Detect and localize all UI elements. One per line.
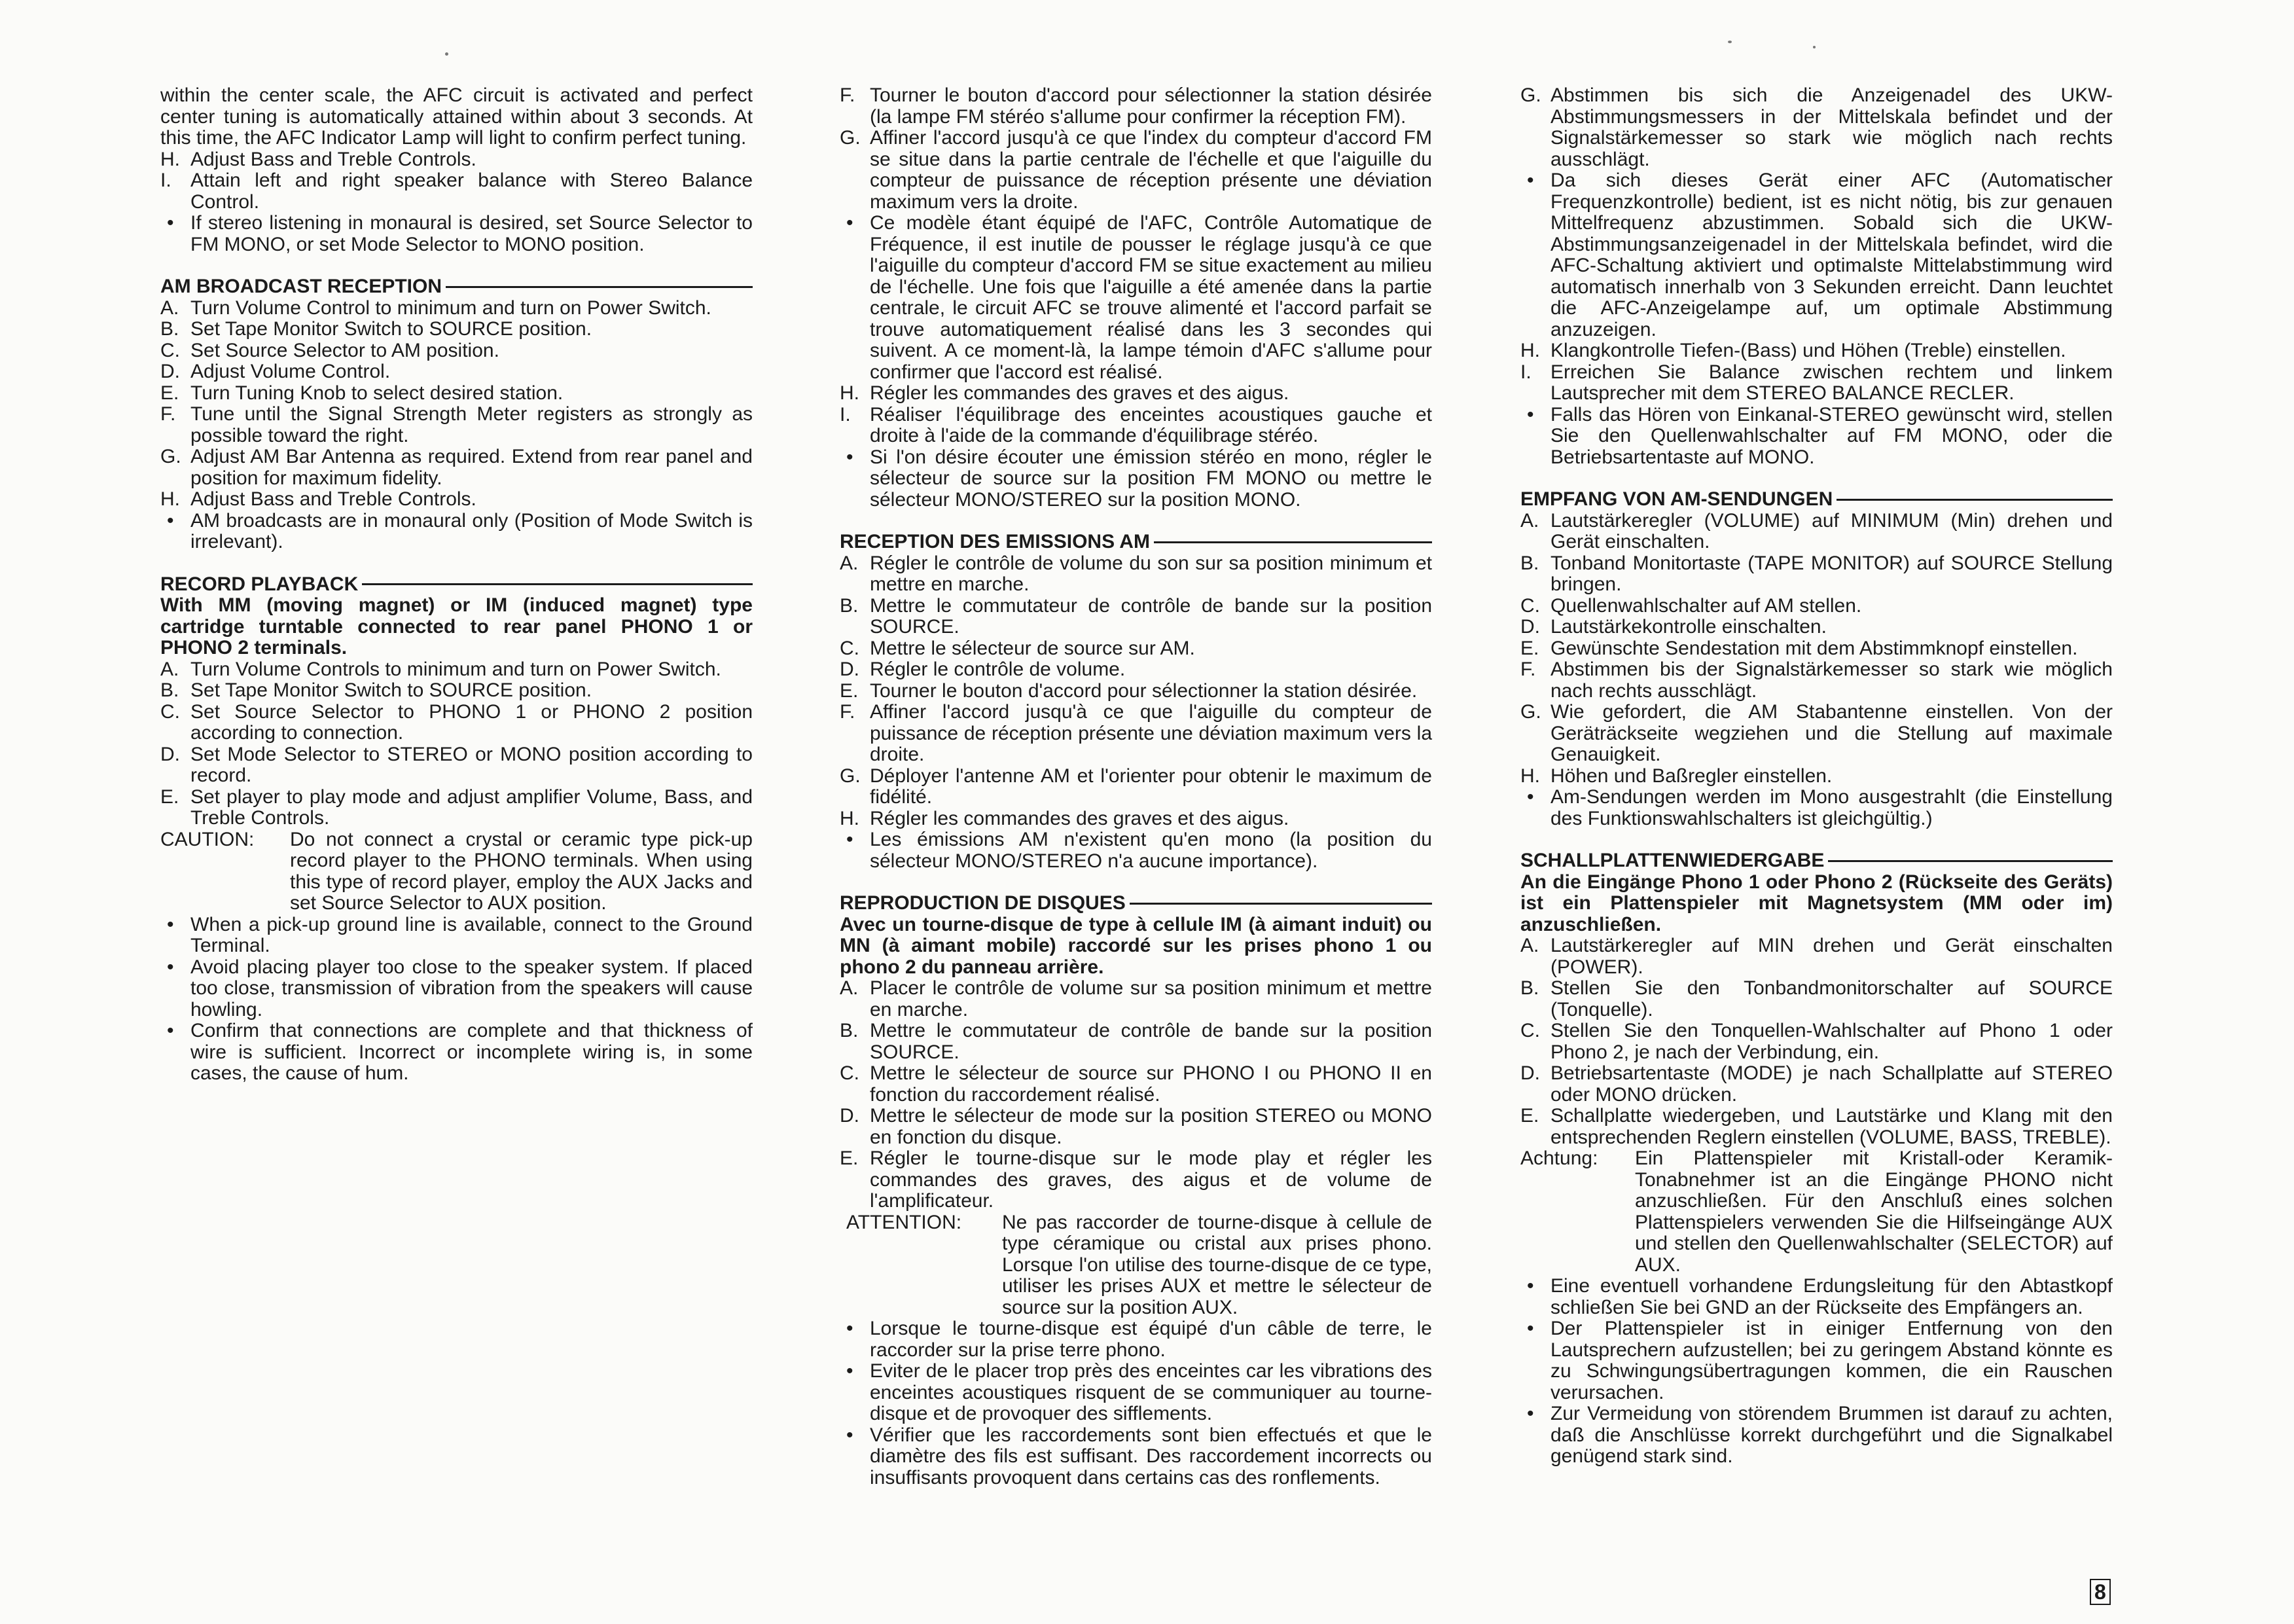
item-label: D. [840, 659, 859, 680]
caution-note [840, 1212, 1432, 1319]
bullet-mark: • [846, 1360, 853, 1382]
item-text: Wie gefordert, die AM Stabantenne einstellen. Von der Geräträckseite wegziehen und die Stellung auf maximale Genauigkeit. [1550, 701, 2113, 765]
item-label: H. [1520, 340, 1540, 361]
item-text: Tune until the Signal Strength Meter registers as strongly as possible toward the right. [190, 403, 753, 446]
section-heading [840, 532, 1432, 553]
caution-label: CAUTION: [160, 828, 255, 850]
list-item [1520, 617, 2113, 638]
item-label: C. [840, 1062, 859, 1084]
item-text: Schallplatte wiedergeben, und Lautstärke und Klang mit den entsprechenden Reglern einstellen (VOLUME, BASS, TREBLE). [1550, 1105, 2113, 1148]
bullet-mark: • [846, 212, 853, 234]
item-text: Abstimmen bis sich die Anzeigenadel des UKW-Abstimmungsmessers in der Mittelskala befindet und der Signalstärkemesser so stark wie möglich nach rechts ausschlägt. [1550, 84, 2113, 170]
item-label: B. [160, 679, 179, 701]
list-item [1520, 362, 2113, 405]
item-text: Déployer l'antenne AM et l'orienter pour obtenir le maximum de fidélité. [870, 765, 1432, 808]
item-text: Régler les commandes des graves et des aigus. [870, 382, 1289, 404]
item-text: Lorsque le tourne-disque est équipé d'un câble de terre, le raccorder sur la prise terre phono. [870, 1318, 1432, 1361]
item-label: D. [1520, 1062, 1540, 1084]
list-item [840, 681, 1432, 702]
heading-rule [362, 583, 753, 585]
list-item [840, 659, 1432, 681]
item-label: G. [160, 446, 181, 467]
bullet-mark: • [167, 1020, 174, 1041]
section-heading-text: REPRODUCTION DE DISQUES [840, 892, 1126, 914]
item-label: G. [1520, 84, 1541, 106]
bullet-item [840, 1361, 1432, 1425]
section-heading [840, 893, 1432, 914]
bullet-item [840, 1425, 1432, 1489]
item-label: B. [160, 318, 179, 340]
item-text: Mettre le sélecteur de source sur PHONO I ou PHONO II en fonction du raccordement réalisé. [870, 1062, 1432, 1106]
list-item [160, 361, 753, 383]
item-text: Gewünschte Sendestation mit dem Abstimmknopf einstellen. [1550, 637, 2078, 659]
item-label: I. [160, 170, 171, 191]
item-label: H. [840, 807, 859, 829]
item-label: C. [840, 637, 859, 659]
item-text: Adjust Bass and Treble Controls. [190, 488, 476, 510]
item-text: Affiner l'accord jusqu'à ce que l'index du compteur d'accord FM se situe dans la partie centrale de l'échelle et que l'aiguille du compteur de puissance de réception présente une déviation maximum vers la droite. [870, 127, 1432, 213]
item-text: Höhen und Baßregler einstellen. [1550, 765, 1833, 787]
item-label: I. [1520, 361, 1532, 383]
bullet-mark: • [1527, 170, 1534, 191]
section-heading-text: AM BROADCAST RECEPTION [160, 276, 442, 297]
item-label: B. [840, 1020, 859, 1041]
caution-label: ATTENTION: [846, 1211, 962, 1233]
bullet-item [160, 213, 753, 255]
bullet-mark: • [167, 212, 174, 234]
item-label: E. [160, 785, 179, 808]
list-item [1520, 702, 2113, 766]
bullet-mark: • [1527, 1275, 1534, 1297]
list-item [840, 978, 1432, 1020]
item-label: C. [160, 339, 180, 361]
item-text: Adjust Volume Control. [190, 361, 391, 382]
item-text: If stereo listening in monaural is desired, set Source Selector to FM MONO, or set Mode Selector to MONO position. [190, 212, 753, 255]
item-label: C. [1520, 1020, 1540, 1041]
list-item [160, 383, 753, 405]
bullet-mark: • [167, 956, 174, 978]
section-heading-text: EMPFANG VON AM-SENDUNGEN [1520, 488, 1833, 510]
item-text: Régler le contrôle de volume. [870, 659, 1126, 680]
item-text: Turn Volume Controls to minimum and turn on Power Switch. [190, 658, 721, 680]
bullet-mark: • [846, 1424, 853, 1446]
list-item [840, 383, 1432, 405]
section-intro: Avec un tourne-disque de type à cellule IM (à aimant induit) ou MN (à aimant mobile) raccordé sur les prises phono 1 ou phono 2 du panneau arrière. [840, 913, 1432, 978]
section-intro: With MM (moving magnet) or IM (induced magnet) type cartridge turntable connected to rear panel PHONO 1 or PHONO 2 terminals. [160, 594, 753, 659]
bullet-mark: • [1527, 1318, 1534, 1339]
list-item [840, 128, 1432, 213]
item-text: Falls das Hören von Einkanal-STEREO gewünscht wird, stellen Sie den Quellenwahlschalter auf FM MONO, oder die Betriebsartentaste auf MONO. [1550, 403, 2113, 468]
bullet-mark: • [846, 446, 853, 468]
item-text: Tonband Monitortaste (TAPE MONITOR) auf SOURCE Stellung bringen. [1550, 552, 2113, 595]
list-item [160, 446, 753, 489]
item-text: Set Source Selector to PHONO 1 or PHONO 2 position according to connection. [190, 700, 753, 744]
item-text: Tourner le bouton d'accord pour sélectionner la station désirée (la lampe FM stéréo s'allume pour confirmer la réception FM). [870, 84, 1432, 128]
list-item [160, 340, 753, 362]
list-item [840, 1106, 1432, 1148]
bullet-item [160, 1020, 753, 1085]
item-text: Attain left and right speaker balance with Stereo Balance Control. [190, 170, 753, 213]
list-item [160, 404, 753, 446]
section-heading [160, 574, 753, 596]
item-text: Set Source Selector to AM position. [190, 339, 499, 361]
section-heading-text: SCHALLPLATTENWIEDERGABE [1520, 850, 1825, 871]
list-item [1520, 553, 2113, 596]
scan-speck [1728, 41, 1732, 43]
list-item [840, 1020, 1432, 1063]
item-label: E. [1520, 637, 1539, 659]
bullet-item [840, 1318, 1432, 1361]
bullet-mark: • [1527, 403, 1534, 425]
item-label: C. [160, 700, 180, 723]
list-item [840, 702, 1432, 766]
bullet-item [840, 447, 1432, 511]
bullet-item [160, 914, 753, 957]
list-item [1520, 935, 2113, 978]
bullet-item [160, 511, 753, 553]
page-number: 8 [2090, 1579, 2111, 1605]
caution-text: Ne pas raccorder de tourne-disque à cellule de type céramique ou cristal aux prises phono. Lorsque l'on utilise des tourne-disque de ce type, utiliser les prises AUX et mettre le sélecteur de source sur la position AUX. [1002, 1211, 1432, 1318]
item-text: Si l'on désire écouter une émission stéréo en mono, régler le sélecteur de source sur la position FM MONO ou mettre le sélecteur MONO/STEREO sur la position MONO. [870, 446, 1432, 511]
list-item [1520, 978, 2113, 1020]
section-heading-text: RECORD PLAYBACK [160, 573, 359, 595]
item-text: Régler les commandes des graves et des aigus. [870, 807, 1289, 829]
item-text: Avoid placing player too close to the speaker system. If placed too close, transmission of vibration from the speakers will cause howling. [190, 956, 753, 1020]
item-label: E. [160, 382, 179, 404]
heading-rule [1828, 860, 2113, 862]
item-label: F. [840, 701, 855, 723]
item-label: C. [1520, 594, 1540, 617]
caution-label: Achtung: [1520, 1147, 1598, 1169]
item-label: A. [1520, 935, 1539, 956]
item-text: Klangkontrolle Tiefen-(Bass) und Höhen (Treble) einstellen. [1550, 340, 2066, 361]
item-label: A. [160, 658, 179, 680]
item-label: E. [1520, 1105, 1539, 1127]
caution-note [1520, 1148, 2113, 1276]
list-item [840, 766, 1432, 808]
item-text: Tourner le bouton d'accord pour sélectionner la station désirée. [870, 679, 1418, 702]
item-text: Vérifier que les raccordements sont bien effectués et que le diamètre des fils est suffisant. Des raccordement incorrects ou insuffisants provoquent dans certains cas des ronflements. [870, 1424, 1432, 1489]
bullet-item [1520, 787, 2113, 829]
item-label: G. [840, 127, 861, 149]
item-text: Lautstärkeregler (VOLUME) auf MINIMUM (Min) drehen und Gerät einschalten. [1550, 509, 2113, 552]
item-text: AM broadcasts are in monaural only (Position of Mode Switch is irrelevant). [190, 509, 753, 552]
list-item [1520, 766, 2113, 787]
list-item [1520, 85, 2113, 170]
item-text: Régler le contrôle de volume du son sur sa position minimum et mettre en marche. [870, 552, 1432, 595]
item-text: When a pick-up ground line is available, connect to the Ground Terminal. [190, 913, 753, 956]
item-text: Mettre le commutateur de contrôle de bande sur la position SOURCE. [870, 594, 1432, 638]
item-text: Lautstärkekontrolle einschalten. [1550, 616, 1827, 638]
item-text: Eviter de le placer trop près des enceintes car les vibrations des enceintes acoustiques risquent de se communiquer au tourne-disque et de provoquer des sifflements. [870, 1360, 1432, 1424]
list-item [1520, 596, 2113, 617]
list-item [160, 659, 753, 681]
item-label: D. [840, 1105, 859, 1127]
item-label: I. [840, 403, 851, 425]
list-item [1520, 1106, 2113, 1148]
bullet-item [1520, 1403, 2113, 1468]
item-text: Turn Volume Control to minimum and turn on Power Switch. [190, 297, 711, 319]
bullet-item [1520, 405, 2113, 469]
list-item [1520, 638, 2113, 660]
scan-speck [1813, 46, 1816, 48]
item-text: Eine eventuell vorhandene Erdungsleitung für den Abtastkopf schließen Sie bei GND an der Rückseite des Empfängers an. [1550, 1275, 2113, 1318]
bullet-mark: • [167, 509, 174, 532]
item-text: Mettre le sélecteur de mode sur la position STEREO ou MONO en fonction du disque. [870, 1105, 1432, 1148]
item-text: Da sich dieses Gerät einer AFC (Automatischer Frequenzkontrolle) bedient, ist es nicht nötig, bis zur genauen Mittelfrequenz abzustimmen. Sobald sich die UKW-Abstimmungsanzeigenadel in der Mittelskala befindet, wird die AFC-Schaltung aktiviert und optimalste Mittelabstimmung wird automatisch innerhalb von 3 Sekunden erreicht. Dann leuchtet die AFC-Anzeigelampe auf, um optimale Abstimmung anzuzeigen. [1550, 170, 2113, 340]
list-item [1520, 340, 2113, 362]
list-item [840, 638, 1432, 660]
item-label: H. [1520, 765, 1540, 787]
item-label: H. [840, 382, 859, 404]
section-heading [1520, 489, 2113, 511]
item-label: B. [840, 594, 859, 617]
scan-speck [445, 52, 448, 56]
list-item [160, 149, 753, 171]
list-item [160, 489, 753, 511]
list-item [160, 787, 753, 829]
caution-note [160, 829, 753, 914]
list-item [840, 405, 1432, 447]
section-heading-text: RECEPTION DES EMISSIONS AM [840, 531, 1150, 552]
item-text: Mettre le sélecteur de source sur AM. [870, 637, 1195, 659]
heading-rule [1154, 541, 1432, 543]
list-item [1520, 511, 2113, 553]
heading-rule [446, 286, 753, 288]
item-text: Stellen Sie den Tonbandmonitorschalter auf SOURCE (Tonquelle). [1550, 977, 2113, 1020]
item-label: A. [840, 977, 859, 999]
item-text: Betriebsartentaste (MODE) je nach Schallplatte auf STEREO oder MONO drücken. [1550, 1062, 2113, 1106]
item-text: Set Tape Monitor Switch to SOURCE position. [190, 679, 592, 701]
heading-rule [1130, 903, 1432, 905]
item-label: F. [160, 403, 176, 425]
item-label: B. [1520, 552, 1539, 574]
item-text: Am-Sendungen werden im Mono ausgestrahlt (die Einstellung des Funktionswahlschalters ist gleichgültig.) [1550, 786, 2113, 829]
item-label: B. [1520, 977, 1539, 999]
item-label: A. [1520, 509, 1539, 532]
item-label: E. [840, 1147, 859, 1169]
section-intro: An die Eingänge Phono 1 oder Phono 2 (Rückseite des Geräts) ist ein Plattenspieler mit Magnetsystem (MM oder im) anzuschließen. [1520, 871, 2113, 935]
list-item [1520, 659, 2113, 702]
bullet-item [840, 829, 1432, 872]
bullet-mark: • [1527, 786, 1534, 808]
item-text: Set Mode Selector to STEREO or MONO position according to record. [190, 743, 753, 786]
item-text: Lautstärkeregler auf MIN drehen und Gerät einschalten (POWER). [1550, 935, 2113, 978]
item-text: Mettre le commutateur de contrôle de bande sur la position SOURCE. [870, 1020, 1432, 1063]
item-label: D. [1520, 616, 1540, 638]
caution-text: Do not connect a crystal or ceramic type pick-up record player to the PHONO terminals. When using this type of record player, employ the AUX Jacks and set Source Selector to AUX position. [290, 828, 753, 914]
item-text: Quellenwahlschalter auf AM stellen. [1550, 594, 1862, 617]
heading-rule [1837, 499, 2113, 501]
item-text: Abstimmen bis der Signalstärkemesser so stark wie möglich nach rechts ausschlägt. [1550, 659, 2113, 702]
item-text: Réaliser l'équilibrage des enceintes acoustiques gauche et droite à l'aide de la commande d'équilibrage stéréo. [870, 403, 1432, 446]
item-label: G. [840, 765, 861, 787]
list-item [160, 298, 753, 319]
list-item [160, 680, 753, 702]
item-label: F. [1520, 659, 1536, 680]
item-text: Placer le contrôle de volume sur sa position minimum et mettre en marche. [870, 977, 1432, 1020]
item-label: F. [840, 84, 855, 106]
list-item [160, 702, 753, 744]
item-text: Adjust AM Bar Antenna as required. Extend from rear panel and position for maximum fidelity. [190, 446, 753, 489]
section-heading [1520, 850, 2113, 872]
bullet-mark: • [167, 913, 174, 935]
list-item [160, 319, 753, 340]
item-label: H. [160, 148, 180, 170]
list-item [840, 85, 1432, 128]
continued-paragraph: within the center scale, the AFC circuit is activated and perfect center tuning is automatically attained within about 3 seconds. At this time, the AFC Indicator Lamp will light to confirm perfect tuning. [160, 84, 753, 149]
item-text: Les émissions AM n'existent qu'en mono (la position du sélecteur MONO/STEREO n'a aucune importance). [870, 829, 1432, 872]
item-text: Régler le tourne-disque sur le mode play et régler les commandes des graves, des aigus et de volume de l'amplificateur. [870, 1147, 1432, 1212]
item-text: Stellen Sie den Tonquellen-Wahlschalter auf Phono 1 oder Phono 2, je nach der Verbindung, ein. [1550, 1020, 2113, 1063]
item-text: Set Tape Monitor Switch to SOURCE position. [190, 318, 592, 340]
item-text: Zur Vermeidung von störendem Brummen ist darauf zu achten, daß die Anschlüsse korrekt durchgeführt und die Signalkabel genügend stark sind. [1550, 1403, 2113, 1467]
section-heading [160, 276, 753, 298]
bullet-item [160, 957, 753, 1021]
bullet-item [840, 213, 1432, 383]
item-text: Set player to play mode and adjust amplifier Volume, Bass, and Treble Controls. [190, 785, 753, 829]
column-english [160, 85, 753, 1085]
column-french [840, 85, 1432, 1489]
list-item [840, 553, 1432, 596]
list-item [840, 1148, 1432, 1212]
item-label: A. [160, 297, 179, 319]
caution-text: Ein Plattenspieler mit Kristall-oder Keramik-Tonabnehmer ist an die Eingänge PHONO nicht anzuschließen. Für den Anschluß eines solchen Plattenspielers verwenden Sie die Hilfseingänge AUX und stellen den Quellenwahlschalter (SELECTOR) auf AUX. [1635, 1147, 2113, 1276]
item-text: Der Plattenspieler ist in einiger Entfernung von den Lautsprechern aufzustellen; bei zu geringem Abstand könnte es zu Schwingungsübertragungen kommen, die ein Rauschen verursachen. [1550, 1318, 2113, 1403]
item-label: H. [160, 488, 180, 510]
list-item [1520, 1020, 2113, 1063]
item-label: D. [160, 743, 180, 765]
list-item [1520, 1063, 2113, 1106]
item-text: Erreichen Sie Balance zwischen rechtem und linkem Lautsprecher mit dem STEREO BALANCE RECLER. [1550, 361, 2113, 404]
list-item [160, 170, 753, 213]
item-label: A. [840, 552, 859, 574]
item-text: Affiner l'accord jusqu'à ce que l'aiguille du compteur de puissance de réception présente une déviation maximum vers la droite. [870, 701, 1432, 765]
bullet-item [1520, 1276, 2113, 1318]
list-item [160, 744, 753, 787]
column-german [1520, 85, 2113, 1468]
bullet-mark: • [846, 829, 853, 850]
list-item [840, 808, 1432, 830]
item-label: G. [1520, 701, 1541, 723]
item-text: Confirm that connections are complete and that thickness of wire is sufficient. Incorrect or incomplete wiring is, in some cases, the cause of hum. [190, 1020, 753, 1084]
bullet-mark: • [846, 1318, 853, 1339]
list-item [840, 1063, 1432, 1106]
item-label: E. [840, 679, 859, 702]
item-text: Turn Tuning Knob to select desired station. [190, 382, 564, 404]
list-item [840, 596, 1432, 638]
bullet-mark: • [1527, 1403, 1534, 1424]
item-label: D. [160, 361, 180, 382]
item-text: Ce modèle étant équipé de l'AFC, Contrôle Automatique de Fréquence, il est inutile de pousser le réglage jusqu'à ce que l'aiguille du compteur d'accord FM se situe exactement au milieu de l'échelle. Une fois que l'aiguille a été amenée dans la partie centrale, le circuit AFC se trouve alimenté et l'accord parfait se trouve automatiquement réalisé dans les 3 secondes qui suivent. A ce moment-là, la lampe témoin d'AFC s'allume pour confirmer que l'accord est réalisé. [870, 212, 1432, 383]
item-text: Adjust Bass and Treble Controls. [190, 148, 476, 170]
bullet-item [1520, 170, 2113, 340]
bullet-item [1520, 1318, 2113, 1403]
